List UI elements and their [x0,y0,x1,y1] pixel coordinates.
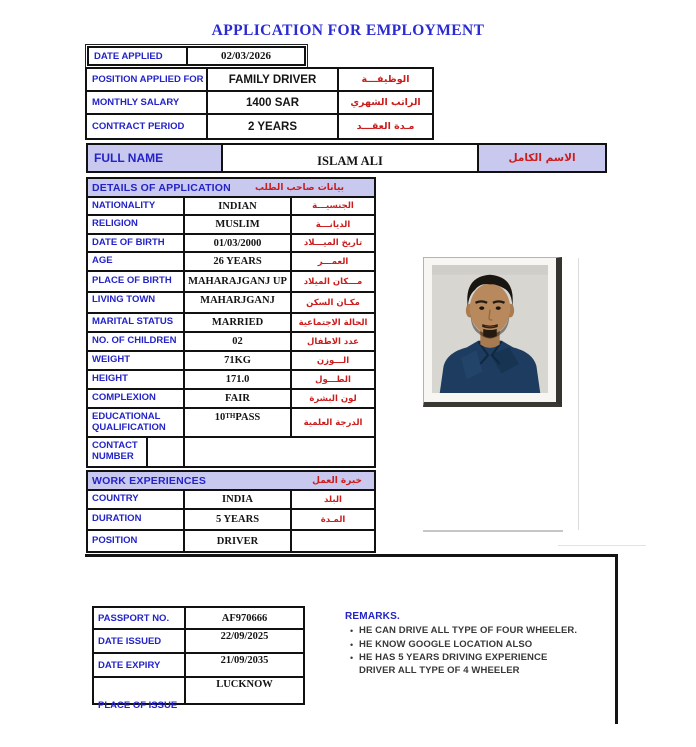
row-label: POSITION [88,531,185,551]
row-arabic-label: لون البشرة [309,393,357,404]
full-name-arabic-label: الاسم الكامل [479,145,605,171]
remarks-item [345,652,613,677]
edu-value-number: 10 [214,412,226,423]
scan-artifact-line [558,545,646,546]
section-title-arabic: بيانات صاحب الطلب [254,182,344,193]
scan-artifact-line [423,530,563,532]
row-value: 1400 SAR [208,92,339,113]
bullet-icon: • [350,653,354,664]
row-value: 71KG [185,352,292,369]
row-label: DATE ISSUED [94,630,186,652]
section-title: WORK EXPERIENCES [92,474,207,487]
table-row [87,115,432,138]
section-header [88,472,374,491]
full-name-value: ISLAM ALI [223,145,479,171]
table-row [88,438,374,466]
row-value: 21/09/2035 [220,655,269,666]
row-arabic-label: الديانـــة [315,219,351,230]
row-label: DATE OF BIRTH [88,235,185,251]
table-row [88,253,374,272]
row-label: CONTACT NUMBER [88,438,148,466]
full-name-label: FULL NAME [88,145,223,171]
row-label: POSITION APPLIED FOR [87,69,208,90]
row-label: RELIGION [88,216,185,233]
row-value: 22/09/2025 [220,631,269,642]
row-label: AGE [88,253,185,270]
edu-value-rest: PASS [235,412,261,423]
table-row [87,92,432,115]
row-value: DRIVER [185,531,292,551]
table-row [88,409,374,438]
bottom-box-border-top [85,554,618,557]
scan-artifact-line [578,258,579,530]
table-row [88,272,374,293]
row-value: 01/03/2000 [185,235,292,251]
row-label: HEIGHT [88,371,185,388]
row-arabic-label: تاريخ الميـــلاد [303,238,363,248]
section-title-arabic: خبرة العمل [312,475,362,486]
section-header [88,179,374,198]
remarks-item-text: HE KNOW GOOGLE LOCATION ALSO [359,638,533,650]
row-value: 26 YEARS [185,253,292,270]
row-arabic-label: مكـان السكن [306,297,360,308]
row-value [185,438,374,466]
bottom-box-border-right [615,554,618,724]
row-label-text: PLACE OF ISSUE [98,700,178,711]
row-value: MAHARAJGANJ UP [185,272,292,291]
work-experiences-section [86,470,376,553]
row-label: WEIGHT [88,352,185,369]
table-row [88,293,374,314]
remarks-section [345,611,613,678]
row-label: PLACE OF BIRTH [88,272,185,291]
remarks-title: REMARKS. [345,611,400,622]
table-row [88,216,374,235]
date-applied-label: DATE APPLIED [89,48,188,64]
row-label: DATE EXPIRY [94,654,186,676]
row-arabic-label: البلد [324,494,342,505]
position-salary-table [85,67,434,140]
date-applied-value: 02/03/2026 [220,50,272,62]
row-label [94,678,186,711]
table-row [88,314,374,333]
row-value [185,409,292,436]
row-value: 5 YEARS [185,510,292,529]
remarks-item-text: HE HAS 5 YEARS DRIVING EXPERIENCE DRIVER ALL TYPE OF 4 WHEELER [359,652,548,676]
table-row [88,491,374,510]
row-label: NATIONALITY [88,198,185,214]
row-arabic-label: عدد الاطفال [307,336,359,347]
portrait-image [432,265,548,393]
table-row [88,510,374,531]
row-arabic-label: العمـــر [317,256,349,267]
passport-table [92,606,305,711]
table-row [94,678,303,711]
row-arabic-label: المـدة [320,514,346,525]
row-arabic-label: الدرجة العلمية [303,417,363,428]
row-label: MONTHLY SALARY [87,92,208,113]
row-arabic-label: الـــوزن [316,355,350,366]
row-value: FAMILY DRIVER [208,69,339,90]
table-row [88,352,374,371]
row-value: MAHARJGANJ [185,293,292,312]
remarks-item-text: HE CAN DRIVE ALL TYPE OF FOUR WHEELER. [359,625,578,636]
remarks-item [345,639,613,652]
table-row [88,198,374,216]
table-row [88,390,374,409]
row-value: INDIA [185,491,292,508]
row-value: LUCKNOW [216,679,273,690]
row-arabic-label [292,531,374,551]
row-value: INDIAN [185,198,292,214]
row-value: 171.0 [185,371,292,388]
table-row [94,608,303,630]
row-arabic-label: مـــكان الميلاد [303,276,363,287]
applicant-photo [423,257,562,407]
table-row [88,235,374,253]
table-row [88,531,374,551]
row-label: EDUCATIONAL QUALIFICATION [88,409,185,436]
row-label: COMPLEXION [88,390,185,407]
full-name-row [86,143,607,173]
row-value: FAIR [185,390,292,407]
row-label: MARITAL STATUS [88,314,185,331]
row-value: 02 [185,333,292,350]
row-value: MUSLIM [185,216,292,233]
table-row [88,371,374,390]
row-value: MARRIED [185,314,292,331]
table-row [94,630,303,654]
row-value: AF970666 [221,612,268,624]
remarks-item [345,625,613,638]
row-label: PASSPORT NO. [94,608,186,628]
row-label: NO. OF CHILDREN [88,333,185,350]
row-label: CONTRACT PERIOD [87,115,208,138]
row-value: 2 YEARS [208,115,339,138]
row-label: COUNTRY [88,491,185,508]
row-arabic-label: الجنسيـــة [312,201,354,211]
row-label: DURATION [88,510,185,529]
bullet-icon: • [350,626,354,636]
row-arabic-label: الحالة الاجتماعية [298,317,368,328]
date-applied-table [85,44,308,68]
section-title: DETAILS OF APPLICATION [92,181,231,194]
row-label: LIVING TOWN [88,293,185,312]
form-title: APPLICATION FOR EMPLOYMENT [211,22,485,39]
edu-value-superscript: TH [225,412,236,420]
details-of-application-section [86,177,376,468]
row-arabic-label: مـدة العقـــد [356,121,415,132]
table-row [94,654,303,678]
table-row [87,69,432,92]
row-arabic-label: الراتب الشهري [350,97,421,108]
row-arabic-label: الطـــول [315,374,351,385]
bullet-icon: • [350,639,354,650]
row-arabic-label: الوظيفـــة [361,74,410,85]
table-row [88,333,374,352]
